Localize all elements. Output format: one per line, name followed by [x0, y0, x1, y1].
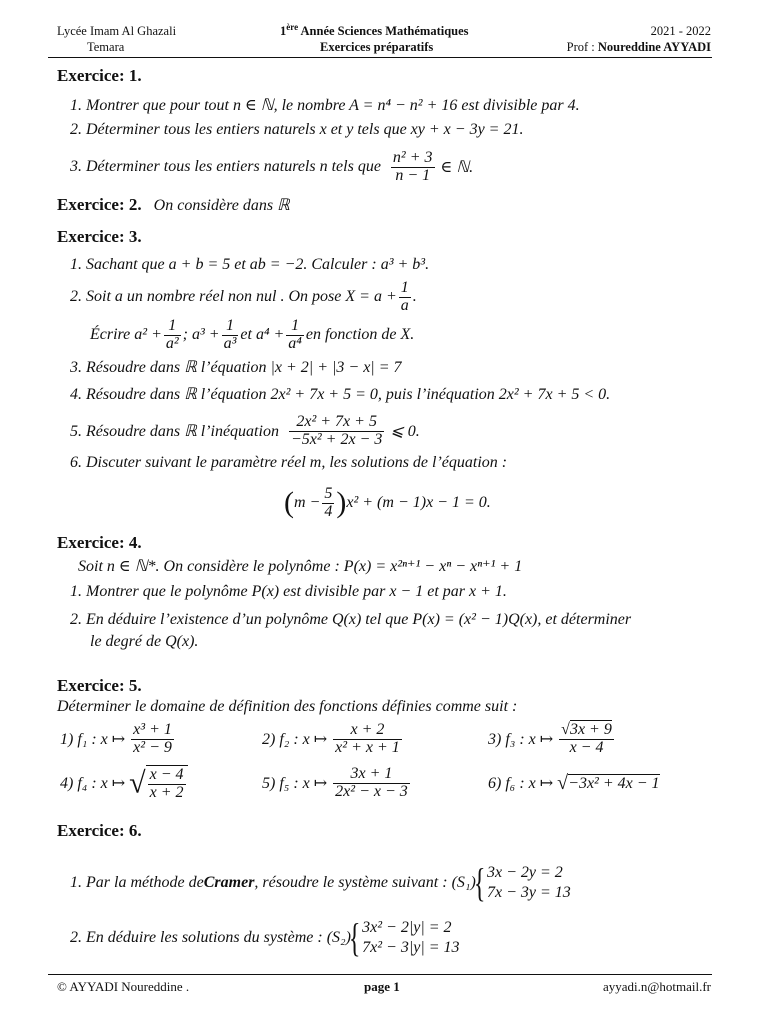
- ex5-f5: 5) f₅ : x ↦ $\frac{3x + 1}{\text{2x² − x − 3}}$: [262, 764, 408, 800]
- ex5-f3: 3) f₃ : x ↦ $\frac{√3x + 9}{x - 4}$: [488, 720, 612, 756]
- level-title: 1ère Année Sciences Mathématiques: [280, 21, 469, 38]
- ex5-intro: Déterminer le domaine de définition des fonctions définies comme suit :: [57, 698, 518, 715]
- school-year: 2021 - 2022: [650, 24, 711, 38]
- ex1-question-1: 1. Montrer que pour tout n ∈ ℕ, le nombre A = n⁴ − n² + 16 est divisible par 4.: [70, 97, 580, 114]
- ex4-question-2-cont: le degré de Q(x).: [90, 633, 199, 650]
- exercise-1-title: Exercice: 1.: [57, 66, 142, 85]
- ex5-f2: 2) f₂ : x ↦ $\frac{x + 2}{\text{x² + x + 1}}$: [262, 720, 400, 756]
- footer-rule: [48, 974, 712, 975]
- sheet-title: Exercices préparatifs: [320, 40, 434, 54]
- ex1-question-2: 2. Déterminer tous les entiers naturels x et y tels que xy + x − 3y = 21.: [70, 121, 524, 138]
- exercise-2: Exercice: 2. On considère dans ℝ: [57, 195, 290, 214]
- ex5-row-1: [60, 716, 768, 762]
- ex3-question-1: 1. Sachant que a + b = 5 et ab = −2. Calculer : a³ + b³.: [70, 256, 430, 273]
- ex3-question-6: 6. Discuter suivant le paramètre réel m, les solutions de l’équation :: [70, 454, 508, 471]
- ex3-question-4: 4. Résoudre dans ℝ l’équation 2x² + 7x + 5 = 0, puis l’inéquation 2x² + 7x + 5 < 0.: [70, 386, 611, 403]
- ex6-question-1: 1. Par la méthode de Cramer , résoudre le système suivant : (S₁) { 3x − 2y = 2 7x − 3y = 13: [70, 860, 571, 905]
- exercise-3-title: Exercice: 3.: [57, 227, 142, 246]
- page-number: page 1: [364, 979, 400, 994]
- school-name: Lycée Imam Al Ghazali: [57, 24, 177, 38]
- ex3-question-5: 5. Résoudre dans ℝ l’inéquation $\frac{\text{2x² + 7x + 5}}{\text{−5x² + 2x − 3}}$ ⩽ 0.: [70, 412, 420, 448]
- ex5-f1: 1) f₁ : x ↦ $\frac{\text{x³ + 1}}{\text{x² − 9}}$: [60, 720, 172, 756]
- ex4-question-2: 2. En déduire l’existence d’un polynôme Q(x) tel que P(x) = (x² − 1)Q(x), et déterminer: [70, 611, 632, 628]
- exercise-6-title: Exercice: 6.: [57, 821, 142, 840]
- ex3-question-2: 2. Soit a un nombre réel non nul . On pose X = a + $\frac{1}{a}$ .: [70, 278, 417, 314]
- ex1-question-3: 3. Déterminer tous les entiers naturels n tels que $\frac{\text{n² + 3}}{n - 1}$ ∈ ℕ.: [70, 148, 474, 184]
- ex3-question-2b: Écrire a² + $\frac{1}{\text{a²}}$ ; a³ + $\frac{1}{\text{a³}}$ et a⁴ + $\frac{1}{\text{a⁴}}$ en fonction de X.: [90, 316, 415, 352]
- ex4-intro: Soit n ∈ ℕ*. On considère le polynôme : P(x) = x²ⁿ⁺¹ − xⁿ − xⁿ⁺¹ + 1: [78, 558, 523, 575]
- ex5-f6: 6) f₆ : x ↦ √ −3x² + 4x − 1: [488, 771, 660, 794]
- ex5-row-2: [60, 760, 768, 806]
- footer-email: ayyadi.n@hotmail.fr: [603, 979, 711, 994]
- exercise-5-title: Exercice: 5.: [57, 676, 142, 695]
- ex3-question-3: 3. Résoudre dans ℝ l’équation |x + 2| + |3 − x| = 7: [70, 359, 402, 376]
- ex6-question-2: 2. En déduire les solutions du système : (S₂) { 3x² − 2|y| = 2 7x² − 3|y| = 13: [70, 915, 460, 960]
- header-rule: [48, 57, 712, 58]
- ex3-q6-equation: ( m − $\frac{5}{4}$ ) x² + (m − 1)x − 1 = 0.: [284, 484, 491, 520]
- teacher: Prof : Noureddine AYYADI: [566, 40, 711, 54]
- ex5-f4: 4) f₄ : x ↦ √ $\frac{x - 4}{x + 2}$: [60, 760, 188, 806]
- footer-copyright: © AYYADI Noureddine .: [57, 979, 190, 994]
- city-name: Temara: [87, 40, 125, 54]
- ex1-q3-fraction: $\frac{\text{n² + 3}}{n - 1}$: [392, 148, 433, 184]
- ex4-question-1: 1. Montrer que le polynôme P(x) est divisible par x − 1 et par x + 1.: [70, 583, 507, 600]
- exercise-4-title: Exercice: 4.: [57, 533, 142, 552]
